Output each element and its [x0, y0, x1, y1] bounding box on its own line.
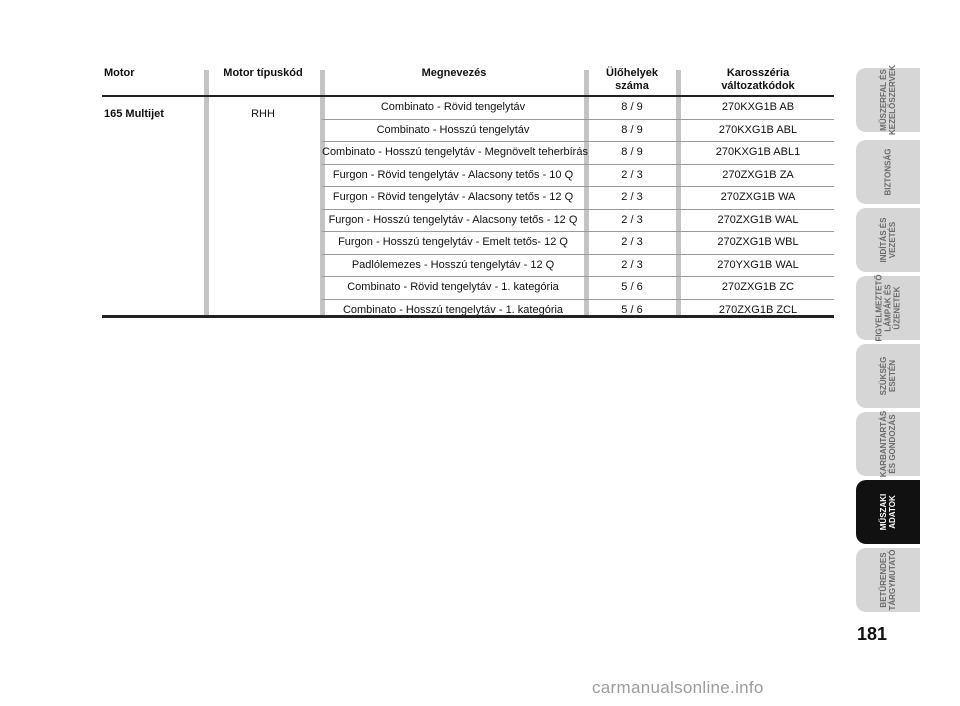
tab-label: BETŰRENDES TÁRGYMUTATÓ [879, 549, 897, 611]
designation-cell: Padlólemezes - Hosszú tengelytáv - 12 Q [351, 258, 555, 271]
seats-cell: 2 / 3 [621, 258, 643, 271]
tab-label: BIZTONSÁG [883, 148, 893, 196]
tab-label: SZÜKSÉG ESETÉN [879, 356, 897, 396]
body-code-cell: 270KXG1B ABL [718, 123, 798, 136]
header-motor-code: Motor típuskód [223, 67, 303, 79]
body-code-cell: 270KXG1B AB [721, 101, 795, 113]
body-code-cell: 270KXG1B ABL1 [715, 146, 801, 158]
table-row [322, 277, 834, 300]
tab-betrendes[interactable] [856, 548, 920, 612]
designation-cell: Combinato - Rövid tengelytáv - 1. kategória [347, 281, 559, 293]
header-motor: Motor [104, 67, 135, 79]
body-code-cell: 270ZXG1B WA [720, 191, 796, 203]
tab-label: FIGYELMEZTETŐ LÁMPÁK ÉS ÜZENETEK [874, 274, 902, 342]
motor-value: 165 Multijet [104, 108, 164, 120]
tab-label: INDÍTÁS ÉS VEZETÉS [879, 217, 897, 263]
tab-karbantartas[interactable] [856, 412, 920, 476]
tab-figyelmezteto[interactable] [856, 276, 920, 340]
body-code-cell: 270ZXG1B ZC [721, 281, 795, 293]
tab-inditas[interactable] [856, 208, 920, 272]
table-row [322, 142, 834, 165]
designation-cell: Combinato - Rövid tengelytáv [380, 101, 526, 113]
designation-cell: Furgon - Hosszú tengelytáv - Emelt tetős- 12 Q [338, 236, 568, 248]
seats-cell: 5 / 6 [621, 281, 643, 293]
header-body-codes [682, 67, 834, 93]
table-rows [322, 97, 834, 321]
column-separator [204, 70, 209, 318]
seats-cell: 8 / 9 [621, 146, 643, 158]
designation-cell: Furgon - Hosszú tengelytáv - Alacsony tetős - 12 Q [328, 213, 578, 226]
table-row [322, 120, 834, 143]
seats-cell: 8 / 9 [621, 123, 643, 136]
table-row [322, 210, 834, 233]
table-row [322, 255, 834, 278]
header-body-codes-line1: Karosszéria [726, 67, 790, 79]
seats-cell: 2 / 3 [621, 191, 643, 203]
page-number: 181 [856, 624, 888, 644]
table-row [322, 97, 834, 120]
header-seats-line1: Ülőhelyek [606, 67, 658, 79]
header-seats [588, 67, 676, 93]
tab-label: MŰSZAKI ADATOK [879, 493, 897, 531]
spec-table [102, 64, 834, 320]
designation-cell: Furgon - Rövid tengelytáv - Alacsony tetős - 12 Q [332, 191, 574, 203]
tab-label: KARBANTARTÁS ÉS GONDOZÁS [879, 410, 897, 478]
header-seats-line2: száma [615, 80, 649, 92]
header-designation: Megnevezés [421, 67, 487, 79]
designation-cell: Furgon - Rövid tengelytáv - Alacsony tetős - 10 Q [332, 168, 574, 181]
tab-biztonsag[interactable] [856, 140, 920, 204]
seats-cell: 8 / 9 [621, 101, 643, 113]
seats-cell: 2 / 3 [621, 236, 643, 248]
table-row [322, 232, 834, 255]
designation-cell: Combinato - Hosszú tengelytáv - 1. kategória [342, 303, 564, 316]
tab-label: MŰSZERFAL ÉS KEZELŐSZERVEK [879, 64, 897, 136]
header-body-codes-line2: változatkódok [721, 80, 795, 92]
tab-muszaki-adatok[interactable] [856, 480, 920, 544]
seats-cell: 2 / 3 [621, 168, 643, 181]
body-code-cell: 270ZXG1B ZA [722, 168, 794, 181]
tab-muszerfal[interactable] [856, 64, 920, 136]
body-code-cell: 270ZXG1B WBL [717, 236, 799, 248]
seats-cell: 5 / 6 [621, 303, 643, 316]
tab-szukseg[interactable] [856, 344, 920, 408]
table-bottom-rule [102, 315, 834, 318]
body-code-cell: 270YXG1B WAL [717, 258, 799, 271]
watermark: carmanualsonline.info [592, 678, 764, 697]
motor-code-value: RHH [251, 108, 275, 120]
body-code-cell: 270ZXG1B WAL [717, 213, 799, 226]
designation-cell: Combinato - Hosszú tengelytáv - Megnövelt teherbírás [322, 146, 588, 158]
body-code-cell: 270ZXG1B ZCL [718, 303, 798, 316]
table-row [322, 187, 834, 210]
seats-cell: 2 / 3 [621, 213, 643, 226]
table-row [322, 165, 834, 188]
designation-cell: Combinato - Hosszú tengelytáv [376, 123, 530, 136]
